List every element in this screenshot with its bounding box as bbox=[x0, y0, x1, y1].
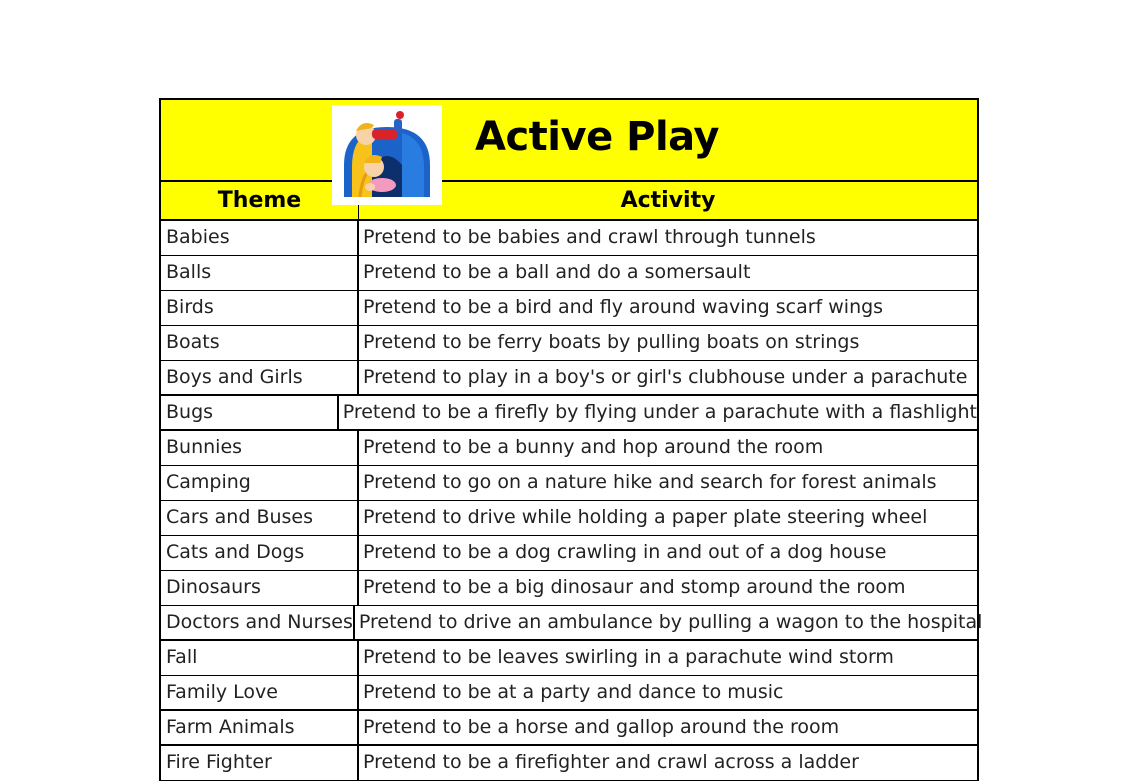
table-row bbox=[161, 466, 977, 501]
theme-cell: Fall bbox=[161, 641, 359, 675]
table-row bbox=[161, 361, 977, 396]
theme-cell: Fire Fighter bbox=[161, 746, 359, 780]
table-row bbox=[161, 606, 983, 641]
activity-cell: Pretend to drive an ambulance by pulling a wagon to the hospital bbox=[358, 611, 983, 633]
theme-cell: Birds bbox=[161, 291, 359, 325]
table-row bbox=[161, 256, 977, 291]
kids-playing-tunnel-icon bbox=[332, 105, 442, 205]
activity-cell: Pretend to be a bird and fly around waving scarf wings bbox=[363, 296, 884, 318]
theme-cell: Bunnies bbox=[161, 431, 359, 465]
theme-cell: Bugs bbox=[161, 396, 339, 429]
column-header-row bbox=[161, 182, 977, 221]
theme-cell: Boys and Girls bbox=[161, 361, 359, 394]
theme-cell: Cars and Buses bbox=[161, 501, 359, 535]
activity-cell: Pretend to be a horse and gallop around the room bbox=[363, 716, 840, 738]
column-header-activity: Activity bbox=[620, 188, 716, 213]
theme-cell: Boats bbox=[161, 326, 359, 360]
theme-cell: Family Love bbox=[161, 676, 359, 709]
theme-cell: Camping bbox=[161, 466, 359, 500]
table-row bbox=[161, 501, 977, 536]
activity-cell: Pretend to be a bunny and hop around the room bbox=[363, 436, 824, 458]
activity-cell: Pretend to be a firefighter and crawl across a ladder bbox=[363, 751, 859, 773]
table-row bbox=[161, 641, 977, 676]
theme-cell: Dinosaurs bbox=[161, 571, 359, 605]
theme-cell: Farm Animals bbox=[161, 711, 359, 744]
theme-cell: Babies bbox=[161, 221, 359, 255]
table-body bbox=[161, 221, 983, 781]
table-row bbox=[161, 221, 977, 256]
activity-cell: Pretend to go on a nature hike and search for forest animals bbox=[363, 471, 937, 493]
table-row bbox=[161, 536, 977, 571]
table-row bbox=[161, 711, 977, 746]
activity-cell: Pretend to play in a boy's or girl's clubhouse under a parachute bbox=[363, 366, 968, 388]
activity-cell: Pretend to be a big dinosaur and stomp around the room bbox=[363, 576, 906, 598]
table-row bbox=[161, 431, 977, 466]
activity-cell: Pretend to be a dog crawling in and out of a dog house bbox=[363, 541, 887, 563]
activity-cell: Pretend to be a firefly by flying under a parachute with a flashlight bbox=[342, 401, 977, 423]
activity-cell: Pretend to be ferry boats by pulling boats on strings bbox=[363, 331, 860, 353]
page-title: Active Play bbox=[475, 114, 719, 160]
theme-cell: Doctors and Nurses bbox=[161, 606, 355, 639]
table-row bbox=[161, 396, 977, 431]
table-row bbox=[161, 676, 977, 711]
table-row bbox=[161, 746, 977, 781]
table-row bbox=[161, 326, 977, 361]
table-row bbox=[161, 571, 977, 606]
activity-table bbox=[159, 98, 983, 781]
activity-cell: Pretend to be a ball and do a somersault bbox=[363, 261, 751, 283]
title-band bbox=[161, 100, 977, 182]
activity-cell: Pretend to be babies and crawl through tunnels bbox=[363, 226, 816, 248]
activity-cell: Pretend to be leaves swirling in a parachute wind storm bbox=[363, 646, 894, 668]
theme-cell: Cats and Dogs bbox=[161, 536, 359, 570]
column-header-theme: Theme bbox=[161, 182, 359, 219]
theme-cell: Balls bbox=[161, 256, 359, 290]
activity-cell: Pretend to be at a party and dance to music bbox=[363, 681, 784, 703]
table-row bbox=[161, 291, 977, 326]
activity-cell: Pretend to drive while holding a paper plate steering wheel bbox=[363, 506, 928, 528]
